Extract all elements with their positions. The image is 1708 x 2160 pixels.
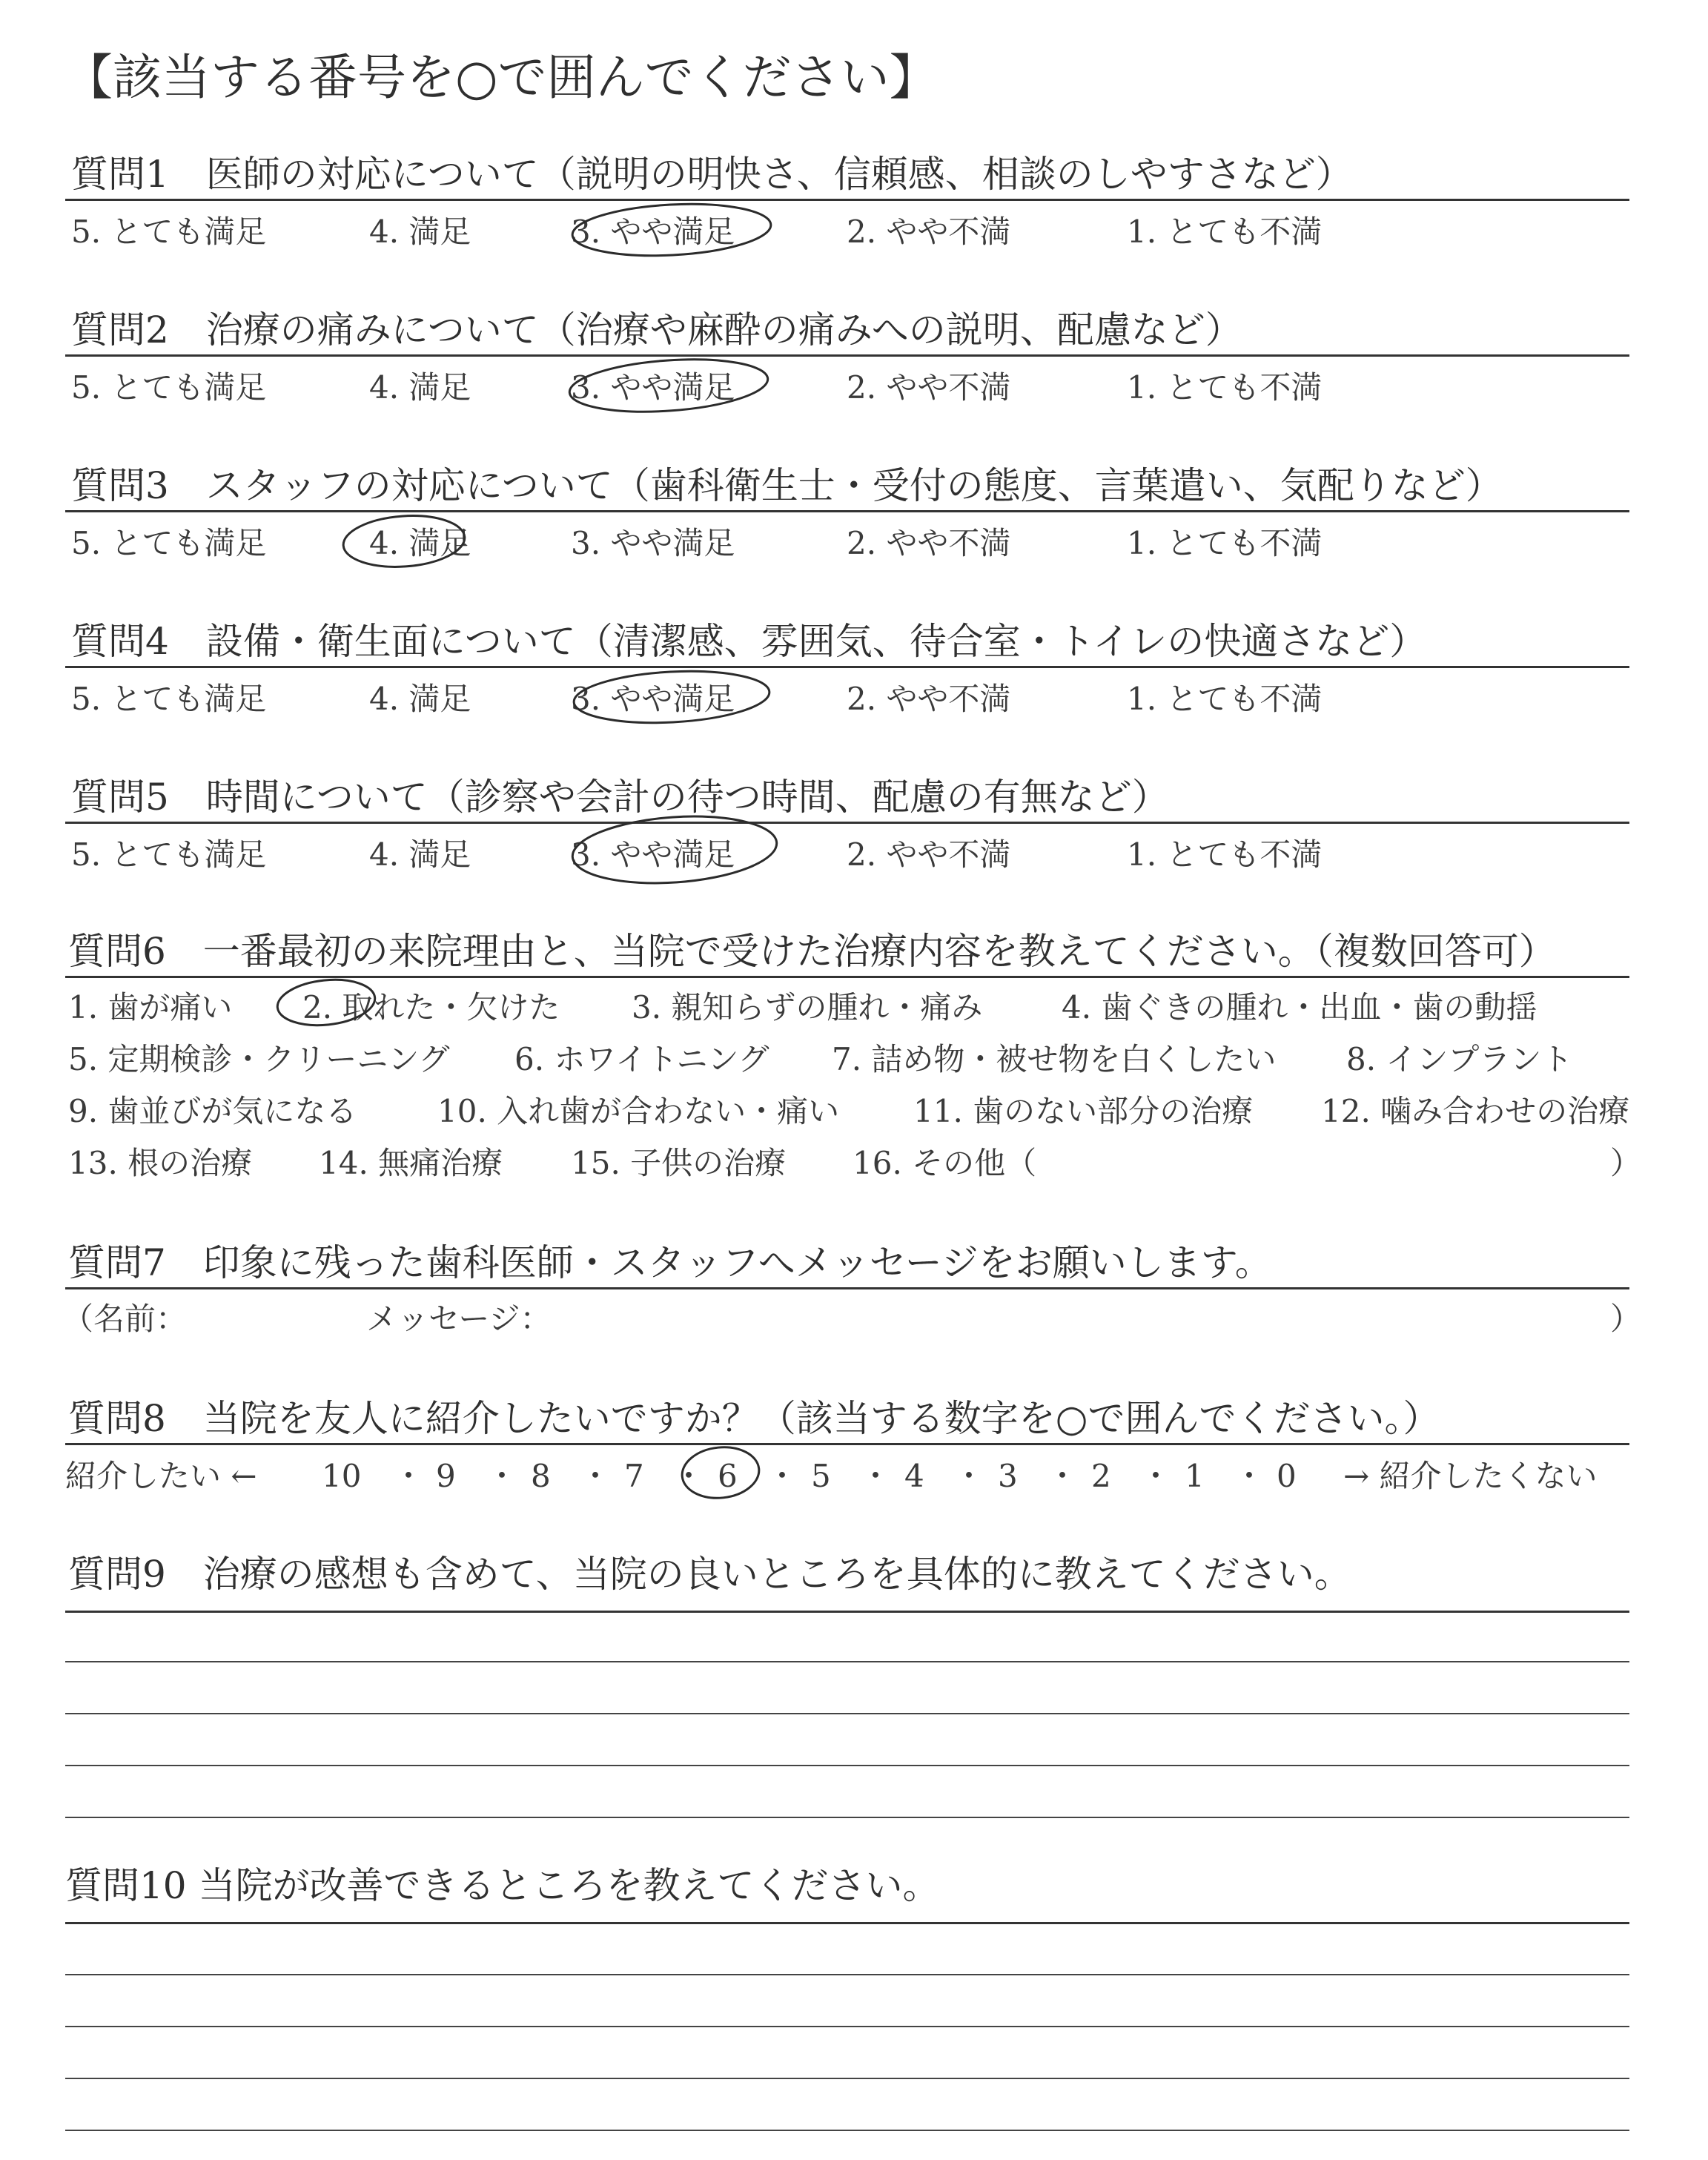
q9-answer-line[interactable] bbox=[65, 1713, 1629, 1714]
q6-option-11[interactable]: 11. 歯のない部分の治療 bbox=[913, 1093, 1254, 1129]
q6-option-4[interactable]: 4. 歯ぐきの腫れ・出血・歯の動揺 bbox=[1062, 989, 1537, 1025]
question-3-rule bbox=[65, 510, 1629, 512]
question-4-rule bbox=[65, 666, 1629, 668]
q5-option-5[interactable]: 5. とても満足 bbox=[71, 836, 267, 873]
q8-scale-value[interactable]: 8 bbox=[531, 1458, 551, 1494]
q8-left-label: 紹介したい ← bbox=[65, 1458, 257, 1494]
q8-scale-separator: ・ bbox=[767, 1458, 798, 1494]
q3-option-2[interactable]: 2. やや不満 bbox=[847, 525, 1011, 561]
q6-option-1[interactable]: 1. 歯が痛い bbox=[68, 989, 233, 1025]
q1-option-4[interactable]: 4. 満足 bbox=[369, 214, 471, 250]
q6-option-6[interactable]: 6. ホワイトニング bbox=[514, 1041, 769, 1077]
q5-option-1[interactable]: 1. とても不満 bbox=[1127, 836, 1323, 873]
q7-name-label: （名前： bbox=[62, 1301, 188, 1337]
q6-option-5[interactable]: 5. 定期検診・クリーニング bbox=[68, 1041, 450, 1077]
q8-scale-value[interactable]: 10 bbox=[322, 1458, 362, 1494]
question-10-title: 質問10 当院が改善できるところを教えてください。 bbox=[65, 1864, 940, 1907]
question-8-title: 質問8 当院を友人に紹介したいですか？（該当する数字を○で囲んでください。） bbox=[68, 1397, 1440, 1440]
form-title: 【該当する番号を○で囲んでください】 bbox=[64, 49, 939, 106]
q8-scale-separator: ・ bbox=[486, 1458, 518, 1494]
q1-option-1[interactable]: 1. とても不満 bbox=[1127, 214, 1323, 250]
q9-answer-line[interactable] bbox=[65, 1661, 1629, 1662]
q9-answer-line[interactable] bbox=[65, 1765, 1629, 1766]
q8-scale-separator: ・ bbox=[393, 1458, 425, 1494]
q2-option-1[interactable]: 1. とても不満 bbox=[1127, 369, 1323, 406]
q1-option-2[interactable]: 2. やや不満 bbox=[847, 214, 1011, 250]
question-10-rule bbox=[65, 1922, 1629, 1924]
q8-scale-value[interactable]: 0 bbox=[1277, 1458, 1297, 1494]
q6-option-2[interactable]: 2. 取れた・欠けた bbox=[302, 989, 560, 1025]
q10-answer-line[interactable] bbox=[65, 1974, 1629, 1975]
question-6-title: 質問6 一番最初の来院理由と、当院で受けた治療内容を教えてください。（複数回答可） bbox=[68, 930, 1556, 973]
question-2-title: 質問2 治療の痛みについて（治療や麻酔の痛みへの説明、配慮など） bbox=[71, 308, 1242, 351]
q8-scale-separator: ・ bbox=[1234, 1458, 1265, 1494]
question-5-title: 質問5 時間について（診察や会計の待つ時間、配慮の有無など） bbox=[71, 776, 1169, 819]
q5-option-4[interactable]: 4. 満足 bbox=[369, 836, 471, 873]
question-3-title: 質問3 スタッフの対応について（歯科衛生士・受付の態度、言葉遣い、気配りなど） bbox=[71, 464, 1503, 507]
q3-option-5[interactable]: 5. とても満足 bbox=[71, 525, 267, 561]
q8-scale-separator: ・ bbox=[1047, 1458, 1079, 1494]
q8-scale-value[interactable]: 7 bbox=[624, 1458, 644, 1494]
q8-scale-separator: ・ bbox=[580, 1458, 612, 1494]
q3-option-4[interactable]: 4. 満足 bbox=[369, 525, 471, 561]
q4-option-5[interactable]: 5. とても満足 bbox=[71, 681, 267, 717]
question-1-rule bbox=[65, 199, 1629, 201]
question-5-rule bbox=[65, 822, 1629, 824]
q8-scale-value[interactable]: 9 bbox=[436, 1458, 456, 1494]
q8-scale-value[interactable]: 6 bbox=[718, 1458, 738, 1494]
q1-option-5[interactable]: 5. とても満足 bbox=[71, 214, 267, 250]
q8-scale-value[interactable]: 3 bbox=[998, 1458, 1018, 1494]
q5-option-3[interactable]: 3. やや満足 bbox=[571, 836, 735, 873]
q2-option-4[interactable]: 4. 満足 bbox=[369, 369, 471, 406]
question-4-title: 質問4 設備・衛生面について（清潔感、雰囲気、待合室・トイレの快適さなど） bbox=[71, 620, 1427, 663]
q2-option-5[interactable]: 5. とても満足 bbox=[71, 369, 267, 406]
question-6-rule bbox=[65, 976, 1629, 978]
q6-option-3[interactable]: 3. 親知らずの腫れ・痛み bbox=[632, 989, 983, 1025]
q7-message-label: メッセージ： bbox=[366, 1301, 552, 1337]
q8-scale-value[interactable]: 4 bbox=[904, 1458, 924, 1494]
question-2-rule bbox=[65, 354, 1629, 357]
q3-option-1[interactable]: 1. とても不満 bbox=[1127, 525, 1323, 561]
question-9-title: 質問9 治療の感想も含めて、当院の良いところを具体的に教えてください。 bbox=[68, 1553, 1351, 1596]
q5-option-2[interactable]: 2. やや不満 bbox=[847, 836, 1011, 873]
q4-option-3[interactable]: 3. やや満足 bbox=[571, 681, 735, 717]
q3-option-3[interactable]: 3. やや満足 bbox=[571, 525, 735, 561]
q6-option-15[interactable]: 15. 子供の治療 bbox=[571, 1145, 787, 1181]
q6-other-close-paren: ） bbox=[1610, 1145, 1642, 1181]
q8-scale-separator: ・ bbox=[953, 1458, 985, 1494]
q6-option-8[interactable]: 8. インプラント bbox=[1346, 1041, 1573, 1077]
q7-close-paren: ） bbox=[1610, 1301, 1642, 1337]
q9-answer-line[interactable] bbox=[65, 1817, 1629, 1818]
q6-option-16[interactable]: 16. その他（ bbox=[853, 1145, 1037, 1181]
q8-right-label: → 紹介したくない bbox=[1343, 1458, 1598, 1494]
q8-scale-value[interactable]: 2 bbox=[1091, 1458, 1111, 1494]
q6-option-13[interactable]: 13. 根の治療 bbox=[68, 1145, 253, 1181]
q2-option-2[interactable]: 2. やや不満 bbox=[847, 369, 1011, 406]
question-1-title: 質問1 医師の対応について（説明の明快さ、信頼感、相談のしやすさなど） bbox=[71, 153, 1353, 196]
q4-option-4[interactable]: 4. 満足 bbox=[369, 681, 471, 717]
question-7-title: 質問7 印象に残った歯科医師・スタッフへメッセージをお願いします。 bbox=[68, 1241, 1272, 1284]
q10-answer-line[interactable] bbox=[65, 2026, 1629, 2027]
question-8-rule bbox=[65, 1443, 1629, 1445]
q6-option-12[interactable]: 12. 噛み合わせの治療 bbox=[1321, 1093, 1630, 1129]
q1-option-3[interactable]: 3. やや満足 bbox=[571, 214, 735, 250]
q6-option-9[interactable]: 9. 歯並びが気になる bbox=[68, 1093, 357, 1129]
q8-scale-separator: ・ bbox=[1140, 1458, 1172, 1494]
q6-option-7[interactable]: 7. 詰め物・被せ物を白くしたい bbox=[832, 1041, 1277, 1077]
question-9-rule bbox=[65, 1611, 1629, 1613]
q4-option-1[interactable]: 1. とても不満 bbox=[1127, 681, 1323, 717]
q6-option-14[interactable]: 14. 無痛治療 bbox=[319, 1145, 503, 1181]
q4-option-2[interactable]: 2. やや不満 bbox=[847, 681, 1011, 717]
question-7-rule bbox=[65, 1287, 1629, 1289]
q10-answer-line[interactable] bbox=[65, 2130, 1629, 2131]
q8-scale-value[interactable]: 5 bbox=[811, 1458, 831, 1494]
q2-option-3[interactable]: 3. やや満足 bbox=[571, 369, 735, 406]
q8-scale-separator: ・ bbox=[860, 1458, 892, 1494]
q8-scale-separator: ・ bbox=[673, 1458, 705, 1494]
q8-scale-value[interactable]: 1 bbox=[1185, 1458, 1205, 1494]
q6-option-10[interactable]: 10. 入れ歯が合わない・痛い bbox=[437, 1093, 840, 1129]
q10-answer-line[interactable] bbox=[65, 2078, 1629, 2079]
